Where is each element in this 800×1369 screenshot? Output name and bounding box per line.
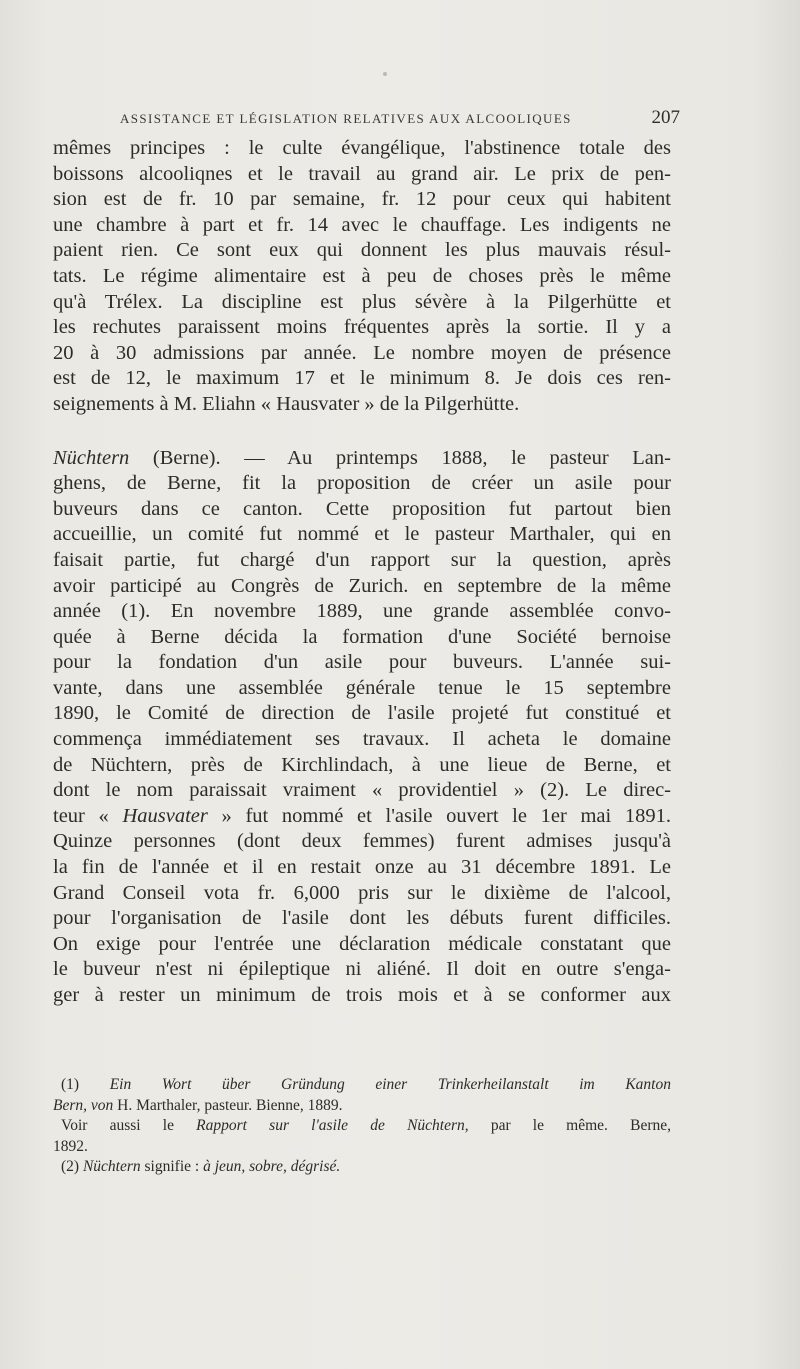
main-text — [53, 136, 671, 1009]
page-number: 207 — [651, 107, 680, 128]
text-line: mêmes principes : le culte évangélique, l'abstinence totale des — [53, 137, 671, 159]
text-line: ghens, de Berne, fit la proposition de créer un asile pour — [53, 472, 671, 495]
text-line: année (1). En novembre 1889, une grande assemblée convo- — [53, 600, 671, 623]
text-line: seignements à M. Eliahn « Hausvater » de la Pilgerhütte. — [53, 392, 520, 415]
footnote-text: par le même. Berne, — [468, 1117, 671, 1134]
text-line: faisait partie, fut chargé d'un rapport sur la question, après — [53, 548, 671, 571]
text-line: de Nüchtern, près de Kirchlindach, à une lieue de Berne, et — [53, 753, 671, 776]
text-line: paient rien. Ce sont eux qui donnent les plus mauvais résul- — [53, 239, 671, 262]
footnote-citation: H. Marthaler, pasteur. Bienne, 1889. — [113, 1096, 343, 1114]
footnote-1 — [53, 1075, 671, 1096]
footnote-number: (2) — [61, 1158, 83, 1175]
footnote-1b — [53, 1116, 671, 1137]
text-line: une chambre à part et fr. 14 avec le chauffage. Les indigents ne — [53, 213, 671, 236]
text-line: accueillie, un comité fut nommé et le pasteur Marthaler, qui en — [53, 523, 671, 546]
section-lead-text: (Berne). — Au printemps 1888, le pasteur Lan- — [129, 446, 671, 469]
hausvater-post: » fut nommé et l'asile ouvert le 1er mai 1891. — [207, 804, 672, 827]
hausvater-pre: teur « — [53, 804, 123, 827]
text-line: pour la fondation d'un asile pour buveurs. L'année sui- — [53, 651, 671, 674]
text-line: avoir participé au Congrès de Zurich. en septembre de la même — [53, 574, 671, 597]
footnote-term: Nüchtern — [82, 1158, 141, 1175]
paragraph-nuchtern — [53, 446, 671, 1009]
text-line: est de 12, le maximum 17 et le minimum 8. Je dois ces ren- — [53, 367, 671, 390]
footnote-number: (1) — [61, 1076, 110, 1093]
text-line — [53, 446, 671, 472]
text-line: buveurs dans ce canton. Cette proposition fut partout bien — [53, 497, 671, 520]
footnote-title: Ein Wort über Gründung einer Trinkerheilanstalt im Kanton — [109, 1076, 671, 1093]
text-line: sion est de fr. 10 par semaine, fr. 12 pour ceux qui habitent — [53, 188, 671, 211]
footnote-1b-cont: 1892. — [53, 1137, 88, 1155]
text-line: les rechutes paraissent moins fréquentes après la sortie. Il y a — [53, 316, 671, 339]
section-lead-italic: Nüchtern — [53, 446, 130, 469]
footnote-meaning: à jeun, sobre, dégrisé. — [203, 1158, 341, 1175]
footnotes — [53, 1075, 671, 1178]
text-line: dont le nom paraissait vraiment « providentiel » (2). Le direc- — [53, 779, 671, 802]
footnote-2 — [53, 1157, 671, 1178]
footnote-report-title: Rapport sur l'asile de Nüchtern, — [196, 1117, 469, 1134]
text-line: le buveur n'est ni épileptique ni aliéné. Il doit en outre s'enga- — [53, 958, 671, 981]
hausvater-italic: Hausvater — [122, 804, 208, 827]
footnote-text: Voir aussi le — [61, 1117, 197, 1134]
text-line: tats. Le régime alimentaire est à peu de choses près le même — [53, 264, 671, 287]
text-line: la fin de l'année et il en restait onze au 31 décembre 1891. Le — [53, 856, 671, 879]
footnote-title-cont: Bern, von — [53, 1096, 114, 1114]
footnote-1-cont — [53, 1096, 671, 1117]
text-line — [53, 804, 671, 830]
text-line: On exige pour l'entrée une déclaration médicale constatant que — [53, 932, 671, 955]
text-line: boissons alcooliqnes et le travail au grand air. Le prix de pen- — [53, 162, 671, 185]
text-line: pour l'organisation de l'asile dont les débuts furent difficiles. — [53, 907, 671, 930]
text-line: quée à Berne décida la formation d'une Société bernoise — [53, 625, 671, 648]
text-line: ger à rester un minimum de trois mois et à se conformer aux — [53, 984, 671, 1006]
text-line: Grand Conseil vota fr. 6,000 pris sur le dixième de l'alcool, — [53, 881, 671, 904]
text-line: qu'à Trélex. La discipline est plus sévère à la Pilgerhütte et — [53, 290, 671, 313]
text-line: 1890, le Comité de direction de l'asile projeté fut constitué et — [53, 702, 671, 725]
paragraph-gap — [53, 418, 671, 446]
text-line: commença immédiatement ses travaux. Il acheta le domaine — [53, 728, 671, 751]
paper-speck — [383, 72, 387, 76]
footnote-text: signifie : — [140, 1158, 204, 1175]
page-header — [120, 107, 680, 131]
running-head: ASSISTANCE ET LÉGISLATION RELATIVES AUX ALCOOLIQUES — [120, 111, 572, 126]
paragraph-pilgerhutte — [53, 136, 671, 418]
text-line: vante, dans une assemblée générale tenue le 15 septembre — [53, 676, 671, 699]
text-line: Quinze personnes (dont deux femmes) furent admises jusqu'à — [53, 830, 671, 853]
text-line: 20 à 30 admissions par année. Le nombre moyen de présence — [53, 341, 671, 364]
